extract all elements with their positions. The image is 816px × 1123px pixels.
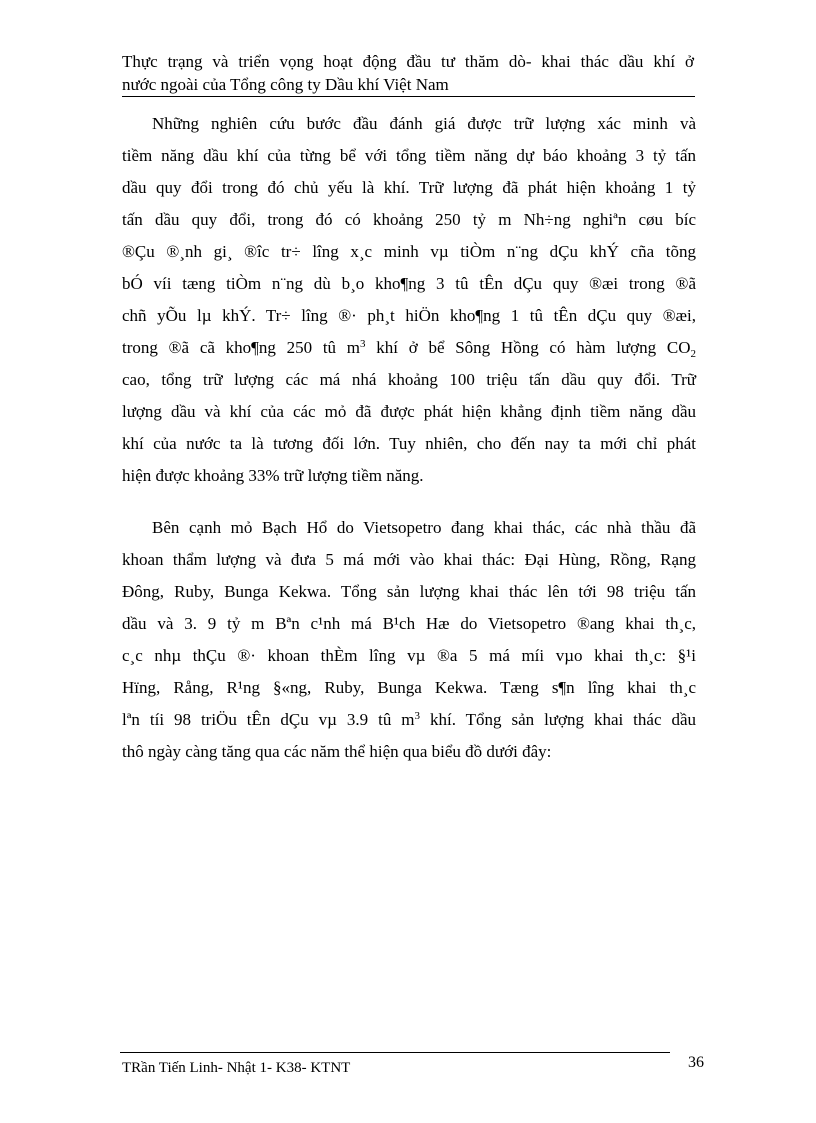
paragraph-2 — [122, 512, 696, 768]
text-run: khí. Tổng sản lượng khai thác dầu — [420, 710, 696, 729]
paragraph-line: tiềm năng dầu khí của từng bể với tổng tiềm năng dự báo khoảng 3 tỷ tấn — [122, 146, 696, 165]
paragraph-line — [122, 704, 696, 736]
paragraph-line: Bên cạnh mỏ Bạch Hổ do Vietsopetro đang khai thác, các nhà thầu đã — [152, 518, 696, 537]
paragraph-line: tấn dầu quy đổi, trong đó có khoảng 250 tỷ m Nh÷ng nghiªn cøu bíc — [122, 210, 696, 229]
paragraph-line: cao, tổng trữ lượng các má nhá khoảng 100 triệu tấn dầu quy đổi. Trữ — [122, 370, 696, 389]
header-line-2: nước ngoài của Tổng công ty Dầu khí Việt Nam — [122, 75, 449, 94]
paragraph-1 — [122, 108, 696, 492]
paragraph-line: lượng dầu và khí của các mỏ đã được phát hiện khẳng định tiềm năng dầu — [122, 402, 696, 421]
header-line-1: Thực trạng và triển vọng hoạt động đầu tư thăm dò- khai thác dầu khí ở — [122, 52, 694, 71]
paragraph-line: chñ yÕu lµ khÝ. Tr÷ lîng ®· ph¸t hiÖn kho¶ng 1 tû tÊn dÇu quy ®æi, — [122, 306, 696, 325]
paragraph-line — [122, 332, 696, 364]
paragraph-line: khoan thẩm lượng và đưa 5 má mới vào khai thác: Đại Hùng, Rồng, Rạng — [122, 550, 696, 569]
superscript: 3 — [360, 338, 366, 350]
text-run: trong ®ã cã kho¶ng 250 tû m — [122, 338, 361, 357]
page-number: 36 — [688, 1054, 704, 1071]
text-run: lªn tíi 98 triÖu tÊn dÇu vµ 3.9 tû m — [122, 710, 415, 729]
paragraph-line: ®Çu ®¸nh gi¸ ®îc tr÷ lîng x¸c minh vµ tiÒm n¨ng dÇu khÝ cña tõng — [122, 242, 696, 261]
text-run: khí ở bể Sông Hồng có hàm lượng CO — [365, 338, 691, 357]
subscript: 2 — [690, 348, 696, 360]
paragraph-line: c¸c nhµ thÇu ®· khoan thÈm lîng vµ ®a 5 má míi vµo khai th¸c: §¹i — [122, 646, 696, 665]
body-text — [122, 108, 696, 768]
paragraph-line: Những nghiên cứu bước đầu đánh giá được trữ lượng xác minh và — [152, 114, 696, 133]
paragraph-line: khí của nước ta là tương đối lớn. Tuy nhiên, cho đến nay ta mới chỉ phát — [122, 434, 696, 453]
header-rule — [122, 96, 695, 97]
footer-rule — [120, 1052, 670, 1053]
paragraph-line: thô ngày càng tăng qua các năm thể hiện qua biểu đồ dưới đây: — [122, 742, 552, 761]
paragraph-line: Hïng, Rång, R¹ng §«ng, Ruby, Bunga Kekwa. Tæng s¶n lîng khai th¸c — [122, 678, 696, 697]
paragraph-line: hiện được khoảng 33% trữ lượng tiềm năng. — [122, 466, 424, 485]
footer-author: TRần Tiến Linh- Nhật 1- K38- KTNT — [122, 1060, 351, 1076]
paragraph-line: bÓ víi tæng tiÒm n¨ng dù b¸o kho¶ng 3 tû tÊn dÇu quy ®æi trong ®ã — [122, 274, 696, 293]
paragraph-gap — [122, 492, 696, 512]
running-header — [122, 50, 694, 96]
superscript: 3 — [414, 710, 421, 722]
paragraph-line: dầu quy đổi trong đó chủ yếu là khí. Trữ lượng đã phát hiện khoảng 1 tỷ — [122, 178, 696, 197]
paragraph-line: Đông, Ruby, Bunga Kekwa. Tổng sản lượng khai thác lên tới 98 triệu tấn — [122, 582, 696, 601]
paragraph-line: dầu và 3. 9 tỷ m Bªn c¹nh má B¹ch Hæ do Vietsopetro ®ang khai th¸c, — [122, 614, 696, 633]
